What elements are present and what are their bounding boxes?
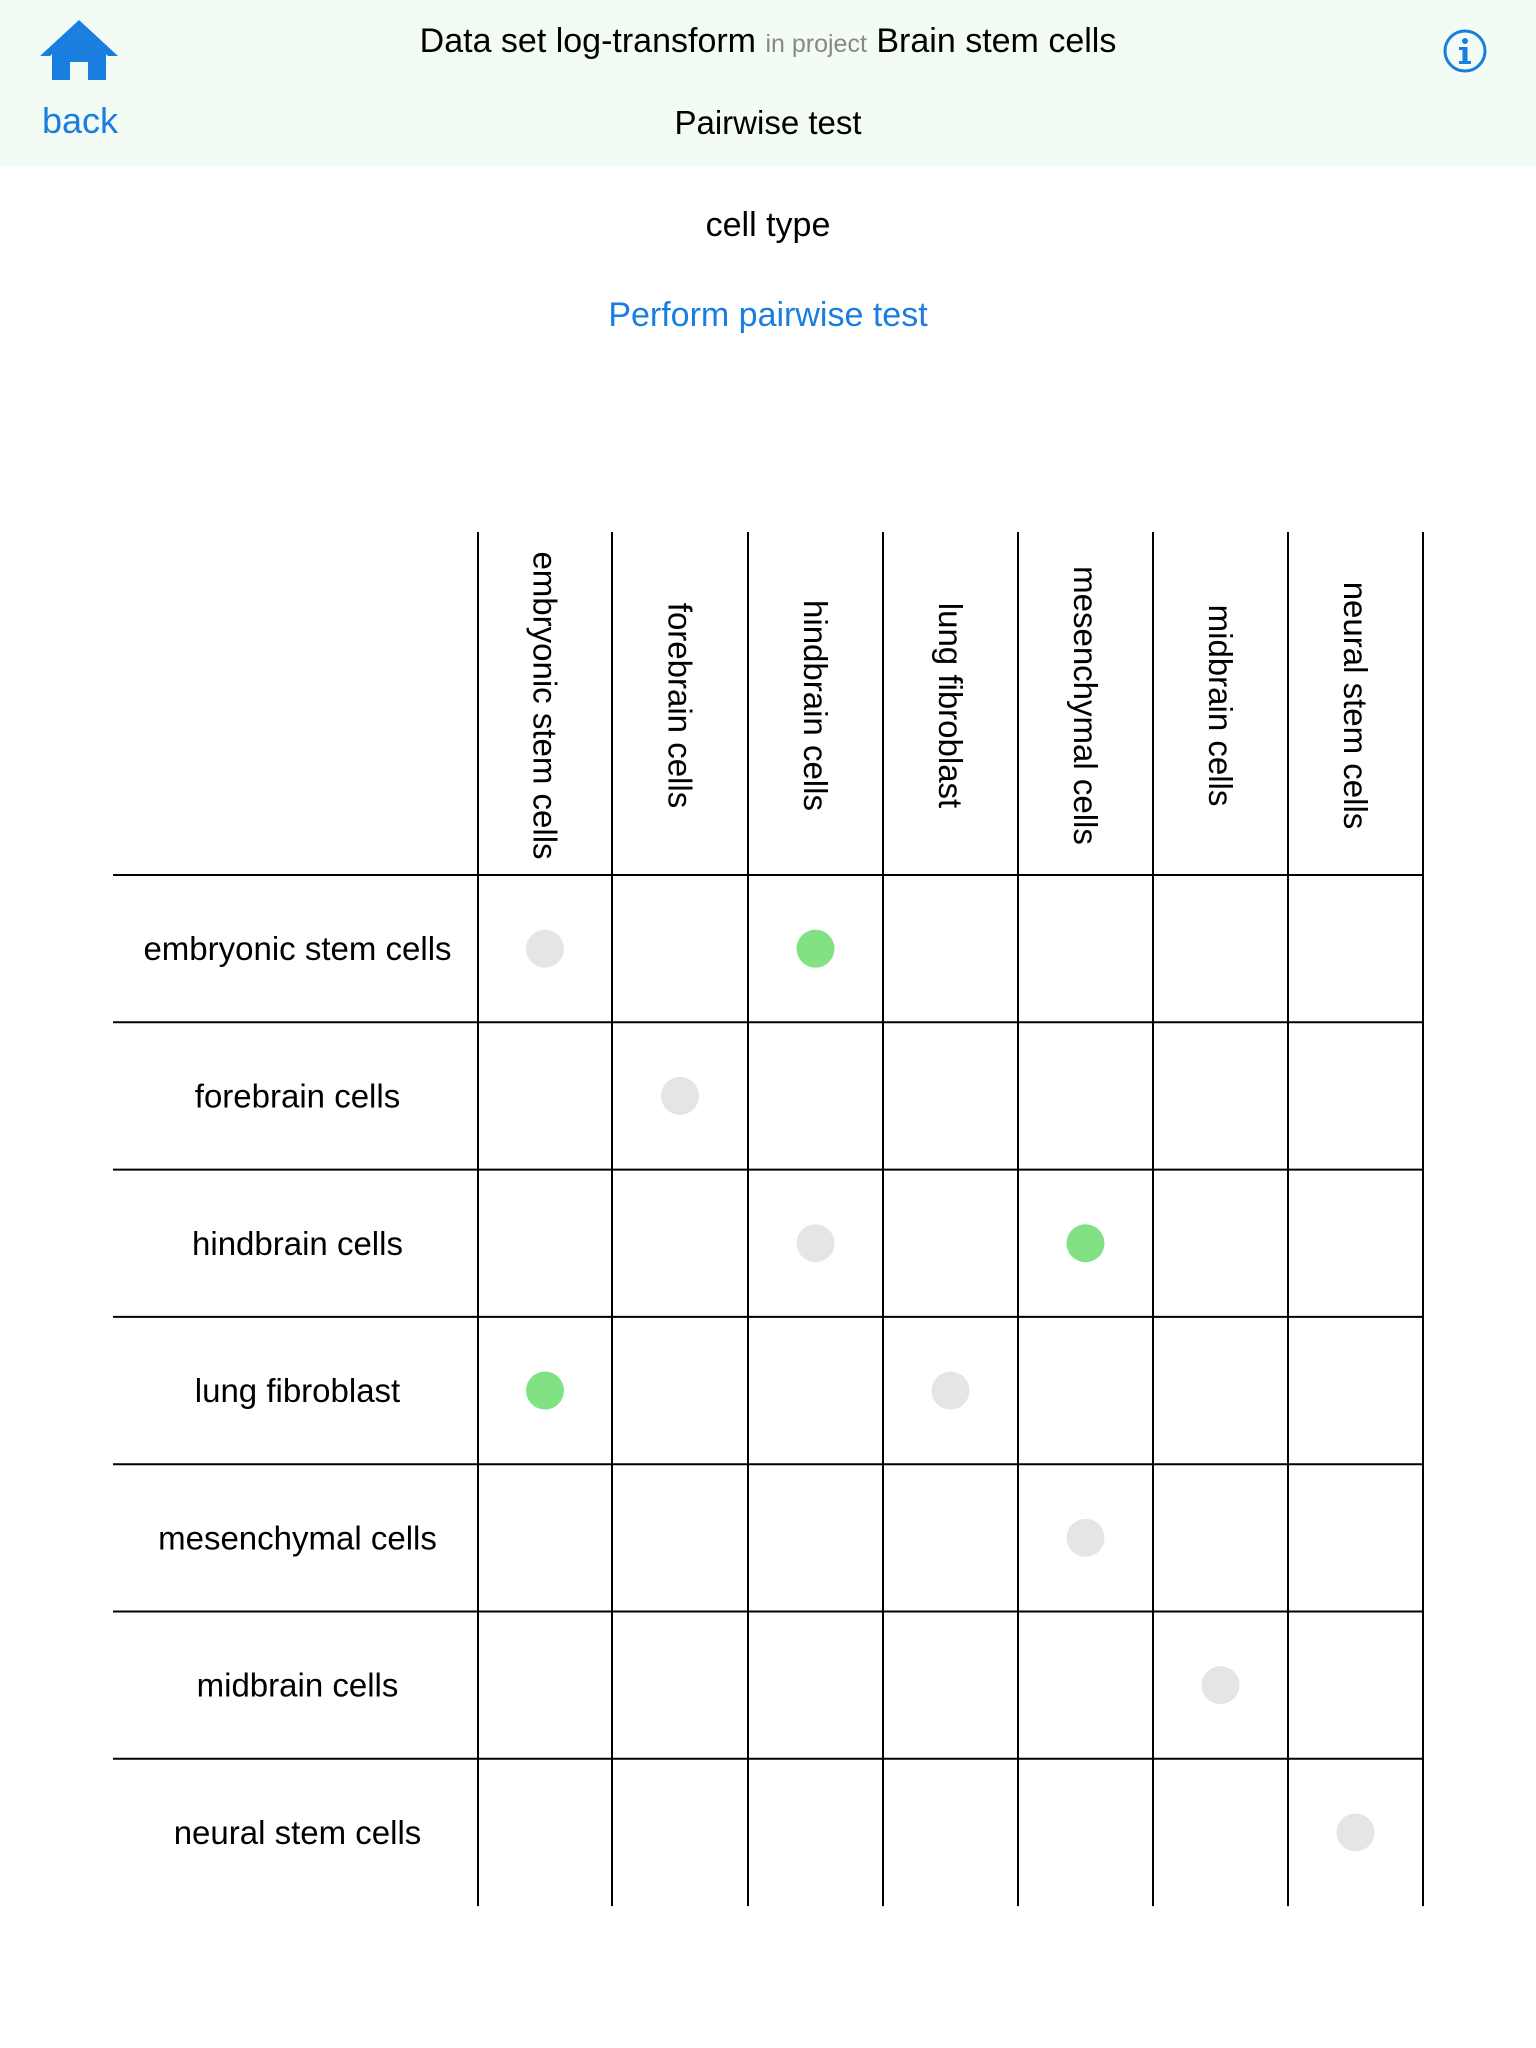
page-subtitle: Pairwise test [674,104,862,141]
column-header: neural stem cells [1337,581,1374,830]
row-header: hindbrain cells [192,1224,403,1262]
diagonal-dot [1067,1519,1105,1557]
diagonal-dot [526,930,564,968]
column-header: embryonic stem cells [526,551,564,860]
project-name: Brain stem cells [876,22,1117,60]
column-header: mesenchymal cells [1067,566,1104,845]
diagonal-dot [797,1224,835,1262]
diagonal-dot [1337,1813,1375,1851]
row-header: neural stem cells [173,1813,422,1851]
row-header: midbrain cells [196,1666,399,1704]
diagonal-dot [932,1372,970,1410]
diagonal-dot [1202,1666,1240,1704]
in-project-label: in project [765,30,867,58]
column-header: hindbrain cells [797,600,834,811]
factor-label: cell type [705,206,831,244]
row-header: mesenchymal cells [158,1519,437,1557]
dataset-name: Data set log-transform [419,22,757,60]
significant-dot[interactable] [526,1372,564,1410]
back-link[interactable]: back [42,100,119,141]
row-header: lung fibroblast [194,1372,401,1410]
column-header: forebrain cells [661,602,699,809]
column-header: midbrain cells [1202,604,1239,807]
row-header: embryonic stem cells [143,930,452,968]
column-header: lung fibroblast [932,602,969,809]
significant-dot[interactable] [1067,1224,1105,1262]
significant-dot[interactable] [797,930,835,968]
perform-pairwise-test-button[interactable]: Perform pairwise test [608,296,928,334]
row-header: forebrain cells [194,1077,401,1115]
diagonal-dot [661,1077,699,1115]
